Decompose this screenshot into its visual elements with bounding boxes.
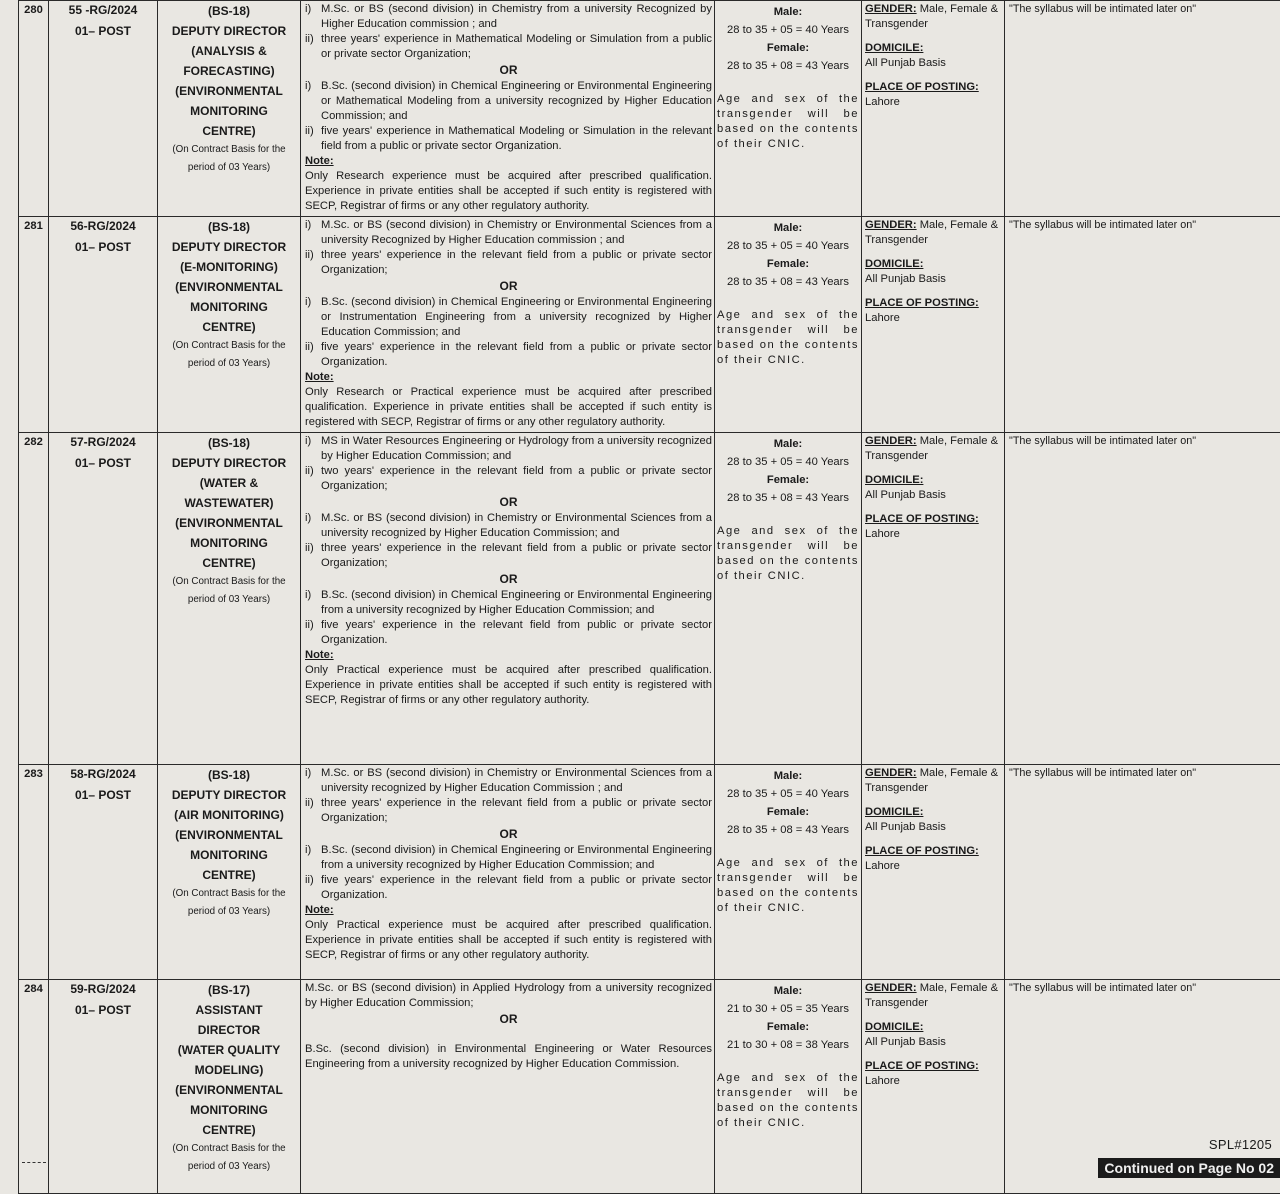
domicile-value: All Punjab Basis <box>865 272 1002 287</box>
female-age-limit: 21 to 30 + 08 = 38 Years <box>717 1038 859 1053</box>
qualification-text <box>301 765 714 965</box>
post-name-line: CENTRE) <box>158 121 300 141</box>
qualification-item-number: i) <box>305 766 321 796</box>
qualification-item <box>305 873 712 903</box>
gender-domicile-text <box>862 1 1004 111</box>
gender-value: Male, Female & Transgender <box>865 435 998 462</box>
spacer <box>865 248 1002 257</box>
qualification-item <box>305 434 712 464</box>
female-label: Female: <box>717 41 859 56</box>
qualification-item-number: ii) <box>305 618 321 648</box>
syllabus-cell <box>1005 1 1280 217</box>
case-number-cell <box>49 980 158 1194</box>
qualification-text <box>301 217 714 432</box>
serial-number: 284 <box>19 982 48 997</box>
post-name-cell <box>158 765 301 980</box>
case-number-cell <box>49 217 158 433</box>
qualification-item-number: i) <box>305 588 321 618</box>
qualification-item-number: i) <box>305 511 321 541</box>
serial-number: 283 <box>19 767 48 782</box>
female-age-limit: 28 to 35 + 08 = 43 Years <box>717 491 859 506</box>
gender-label: GENDER: <box>865 982 917 994</box>
qualification-spacer <box>305 1028 712 1042</box>
note-heading: Note: <box>305 370 712 385</box>
spacer <box>865 796 1002 805</box>
qualification-text <box>301 980 714 1074</box>
gender-domicile-cell <box>862 765 1005 980</box>
domicile-value: All Punjab Basis <box>865 488 1002 503</box>
serial-number: 282 <box>19 435 48 450</box>
qualification-item <box>305 588 712 618</box>
qualification-cell <box>301 765 715 980</box>
qualification-item <box>305 79 712 124</box>
qualification-item-text: two years' experience in the relevant field from a public or private sector Organization; <box>321 464 712 494</box>
post-name-line: (WATER & <box>158 473 300 493</box>
table-row <box>19 980 1280 1194</box>
posting-label: PLACE OF POSTING: <box>865 80 1002 95</box>
gender-label: GENDER: <box>865 767 917 779</box>
qualification-item-number: ii) <box>305 340 321 370</box>
gender-domicile-text <box>862 765 1004 875</box>
qualification-item-number: i) <box>305 79 321 124</box>
qualification-paragraph: Only Research experience must be acquired after prescribed qualification. Experience in private entities shall be accepted if such entity is registered with SECP, Registrar of firms or any other regulatory authority. <box>305 169 712 214</box>
posting-value: Lahore <box>865 95 1002 110</box>
spacer <box>865 71 1002 80</box>
transgender-age-note: Age and sex of the transgender will be based on the contents of their CNIC. <box>717 308 859 368</box>
qualification-item-number: i) <box>305 434 321 464</box>
domicile-label: DOMICILE: <box>865 805 1002 820</box>
transgender-age-note: Age and sex of the transgender will be based on the contents of their CNIC. <box>717 856 859 916</box>
gender-domicile-cell <box>862 433 1005 765</box>
qualification-item-text: B.Sc. (second division) in Chemical Engineering or Environmental Engineering from a university recognized by Higher Education Commission; and <box>321 588 712 618</box>
qualification-paragraph: Only Practical experience must be acquired after prescribed qualification. Experience in private entities shall be accepted if such entity is registered with SECP, Registrar of firms or any other regulatory authority. <box>305 918 712 963</box>
post-name-line: (BS-18) <box>158 217 300 237</box>
female-label: Female: <box>717 473 859 488</box>
gender-value: Male, Female & Transgender <box>865 3 998 30</box>
post-name-line: (ENVIRONMENTAL <box>158 513 300 533</box>
or-separator: OR <box>305 1012 712 1027</box>
post-name-cell <box>158 980 301 1194</box>
qualification-item-text: three years' experience in the relevant field from a public or private sector Organization; <box>321 248 712 278</box>
qualification-item <box>305 295 712 340</box>
female-label: Female: <box>717 1020 859 1035</box>
qualification-item <box>305 541 712 571</box>
male-label: Male: <box>717 5 859 20</box>
qualification-text <box>301 1 714 216</box>
post-name-line: MODELING) <box>158 1060 300 1080</box>
gender-domicile-text <box>862 217 1004 327</box>
post-name-line: ASSISTANT <box>158 1000 300 1020</box>
qualification-item <box>305 248 712 278</box>
qualification-item-text: B.Sc. (second division) in Chemical Engineering or Environmental Engineering or Instrumentation Engineering from a university recognized by Higher Education Commission; and <box>321 295 712 340</box>
post-count: 01– POST <box>49 24 157 39</box>
gender-label: GENDER: <box>865 219 917 231</box>
post-name-line: MONITORING <box>158 101 300 121</box>
domicile-value: All Punjab Basis <box>865 1035 1002 1050</box>
or-separator: OR <box>305 495 712 510</box>
post-name-line: MONITORING <box>158 845 300 865</box>
age-limit-cell <box>715 765 862 980</box>
gender-domicile-cell <box>862 1 1005 217</box>
female-label: Female: <box>717 257 859 272</box>
qualification-item-text: M.Sc. or BS (second division) in Chemistry or Environmental Sciences from a university recognized by Higher Education Commission; and <box>321 511 712 541</box>
qualification-item-number: ii) <box>305 541 321 571</box>
domicile-label: DOMICILE: <box>865 473 1002 488</box>
post-name-line: (BS-18) <box>158 765 300 785</box>
spl-reference: SPL#1205 <box>1209 1137 1272 1152</box>
gender-domicile-text <box>862 433 1004 543</box>
post-name-line: (ENVIRONMENTAL <box>158 277 300 297</box>
serial-number: 280 <box>19 3 48 18</box>
gender-line <box>865 981 1002 1011</box>
qualification-item <box>305 32 712 62</box>
age-limit-text <box>715 1 861 153</box>
gender-value: Male, Female & Transgender <box>865 219 998 246</box>
gender-line <box>865 2 1002 32</box>
spacer <box>865 464 1002 473</box>
post-name-line: (E-MONITORING) <box>158 257 300 277</box>
qualification-item-text: MS in Water Resources Engineering or Hydrology from a university recognized by Higher Education Commission; and <box>321 434 712 464</box>
table-row <box>19 765 1280 980</box>
case-number: 56-RG/2024 <box>49 219 157 234</box>
qualification-paragraph: Only Research or Practical experience must be acquired after prescribed qualification. Experience in private entities shall be accepted if such entity is registered with SECP, Registrar of firms or any other regulatory authority. <box>305 385 712 430</box>
post-count: 01– POST <box>49 240 157 255</box>
syllabus-cell <box>1005 765 1280 980</box>
post-name-line: DIRECTOR <box>158 1020 300 1040</box>
post-name-line: DEPUTY DIRECTOR <box>158 237 300 257</box>
domicile-label: DOMICILE: <box>865 41 1002 56</box>
spacer <box>865 32 1002 41</box>
contract-note: (On Contract Basis for the period of 03 Years) <box>158 885 300 921</box>
post-name-line: CENTRE) <box>158 865 300 885</box>
qualification-item-text: five years' experience in the relevant field from a public or private sector Organization. <box>321 340 712 370</box>
qualification-item <box>305 843 712 873</box>
male-age-limit: 21 to 30 + 05 = 35 Years <box>717 1002 859 1017</box>
domicile-label: DOMICILE: <box>865 1020 1002 1035</box>
post-count: 01– POST <box>49 1003 157 1018</box>
qualification-item-text: three years' experience in the relevant field from a public or private sector Organization; <box>321 796 712 826</box>
post-name-line: (ENVIRONMENTAL <box>158 825 300 845</box>
post-name-line: (BS-18) <box>158 433 300 453</box>
domicile-value: All Punjab Basis <box>865 56 1002 71</box>
syllabus-text: "The syllabus will be intimated later on" <box>1005 765 1280 782</box>
qualification-paragraph: Only Practical experience must be acquired after prescribed qualification. Experience in private entities shall be accepted if such entity is registered with SECP, Registrar of firms or any other regulatory authority. <box>305 663 712 708</box>
qualification-item <box>305 511 712 541</box>
gender-domicile-cell <box>862 980 1005 1194</box>
spacer <box>865 503 1002 512</box>
gender-line <box>865 766 1002 796</box>
qualification-cell <box>301 433 715 765</box>
case-number: 57-RG/2024 <box>49 435 157 450</box>
post-name-line: CENTRE) <box>158 317 300 337</box>
post-name-line: WASTEWATER) <box>158 493 300 513</box>
posting-label: PLACE OF POSTING: <box>865 512 1002 527</box>
case-number-cell <box>49 1 158 217</box>
domicile-value: All Punjab Basis <box>865 820 1002 835</box>
post-name-line: (BS-17) <box>158 980 300 1000</box>
female-age-limit: 28 to 35 + 08 = 43 Years <box>717 59 859 74</box>
posting-label: PLACE OF POSTING: <box>865 296 1002 311</box>
or-separator: OR <box>305 279 712 294</box>
post-name-line: DEPUTY DIRECTOR <box>158 785 300 805</box>
contract-note: (On Contract Basis for the period of 03 Years) <box>158 337 300 373</box>
post-name-line: MONITORING <box>158 533 300 553</box>
male-label: Male: <box>717 984 859 999</box>
age-limit-text <box>715 980 861 1132</box>
qualification-item-number: ii) <box>305 873 321 903</box>
contract-note: (On Contract Basis for the period of 03 Years) <box>158 573 300 609</box>
male-label: Male: <box>717 221 859 236</box>
qualification-item-number: ii) <box>305 124 321 154</box>
qualification-cell <box>301 217 715 433</box>
female-age-limit: 28 to 35 + 08 = 43 Years <box>717 275 859 290</box>
male-age-limit: 28 to 35 + 05 = 40 Years <box>717 455 859 470</box>
contract-note: (On Contract Basis for the period of 03 Years) <box>158 141 300 177</box>
posts-table-body <box>19 1 1280 1194</box>
posting-value: Lahore <box>865 859 1002 874</box>
qualification-paragraph: M.Sc. or BS (second division) in Applied Hydrology from a university recognized by Higher Education Commission; <box>305 981 712 1011</box>
or-separator: OR <box>305 63 712 78</box>
qualification-item <box>305 2 712 32</box>
spacer <box>865 1011 1002 1020</box>
transgender-age-note: Age and sex of the transgender will be based on the contents of their CNIC. <box>717 524 859 584</box>
qualification-item-number: ii) <box>305 248 321 278</box>
spacer <box>865 1050 1002 1059</box>
male-age-limit: 28 to 35 + 05 = 40 Years <box>717 239 859 254</box>
post-name-line: DEPUTY DIRECTOR <box>158 453 300 473</box>
case-number-cell <box>49 433 158 765</box>
qualification-item-text: five years' experience in Mathematical Modeling or Simulation in the relevant field from a public or private sector Organization. <box>321 124 712 154</box>
post-name-line: CENTRE) <box>158 553 300 573</box>
syllabus-cell <box>1005 433 1280 765</box>
qualification-cell <box>301 980 715 1194</box>
post-name-line: (AIR MONITORING) <box>158 805 300 825</box>
age-limit-cell <box>715 980 862 1194</box>
age-limit-text <box>715 765 861 917</box>
table-row <box>19 1 1280 217</box>
male-label: Male: <box>717 437 859 452</box>
age-limit-cell <box>715 1 862 217</box>
qualification-item <box>305 766 712 796</box>
post-name-line: MONITORING <box>158 1100 300 1120</box>
note-heading: Note: <box>305 648 712 663</box>
post-count: 01– POST <box>49 788 157 803</box>
female-label: Female: <box>717 805 859 820</box>
qualification-paragraph: B.Sc. (second division) in Environmental Engineering or Water Resources Engineering from a university recognized by Higher Education Commission. <box>305 1042 712 1072</box>
qualification-item-text: M.Sc. or BS (second division) in Chemistry from a university Recognized by Higher Education commission ; and <box>321 2 712 32</box>
post-name-line: DEPUTY DIRECTOR <box>158 21 300 41</box>
qualification-item <box>305 218 712 248</box>
qualification-item-number: ii) <box>305 464 321 494</box>
gender-line <box>865 218 1002 248</box>
posts-table <box>18 0 1280 1194</box>
male-age-limit: 28 to 35 + 05 = 40 Years <box>717 787 859 802</box>
gender-line <box>865 434 1002 464</box>
posting-value: Lahore <box>865 311 1002 326</box>
post-name-line: (ENVIRONMENTAL <box>158 81 300 101</box>
gender-domicile-text <box>862 980 1004 1090</box>
male-label: Male: <box>717 769 859 784</box>
case-number: 59-RG/2024 <box>49 982 157 997</box>
post-name-line: MONITORING <box>158 297 300 317</box>
serial-number-cell <box>19 217 49 433</box>
qualification-item <box>305 464 712 494</box>
note-heading: Note: <box>305 154 712 169</box>
qualification-item <box>305 124 712 154</box>
qualification-item-text: five years' experience in the relevant field from public or private sector Organization. <box>321 618 712 648</box>
posting-label: PLACE OF POSTING: <box>865 1059 1002 1074</box>
post-name-line: (ENVIRONMENTAL <box>158 1080 300 1100</box>
qualification-item-number: i) <box>305 218 321 248</box>
qualification-item-text: three years' experience in the relevant field from a public or private sector Organization; <box>321 541 712 571</box>
table-row <box>19 433 1280 765</box>
qualification-item <box>305 796 712 826</box>
qualification-item-number: i) <box>305 2 321 32</box>
post-name-line: (WATER QUALITY <box>158 1040 300 1060</box>
contract-note: (On Contract Basis for the period of 03 Years) <box>158 1140 300 1176</box>
syllabus-text: "The syllabus will be intimated later on" <box>1005 217 1280 234</box>
continued-banner: Continued on Page No 02 <box>1098 1158 1280 1178</box>
age-limit-text <box>715 217 861 369</box>
serial-number: 281 <box>19 219 48 234</box>
qualification-item <box>305 618 712 648</box>
or-separator: OR <box>305 572 712 587</box>
post-name-cell <box>158 217 301 433</box>
qualification-item-number: i) <box>305 295 321 340</box>
qualification-item-text: five years' experience in the relevant field from a public or private sector Organization. <box>321 873 712 903</box>
transgender-age-note: Age and sex of the transgender will be based on the contents of their CNIC. <box>717 1071 859 1131</box>
qualification-cell <box>301 1 715 217</box>
syllabus-cell <box>1005 217 1280 433</box>
qualification-item-number: ii) <box>305 32 321 62</box>
or-separator: OR <box>305 827 712 842</box>
table-row <box>19 217 1280 433</box>
serial-number-cell <box>19 1 49 217</box>
case-number: 58-RG/2024 <box>49 767 157 782</box>
age-limit-text <box>715 433 861 585</box>
post-name-line: (BS-18) <box>158 1 300 21</box>
gender-value: Male, Female & Transgender <box>865 767 998 794</box>
bottom-dash-mark <box>22 1162 46 1163</box>
syllabus-text: "The syllabus will be intimated later on" <box>1005 1 1280 18</box>
posting-label: PLACE OF POSTING: <box>865 844 1002 859</box>
age-limit-cell <box>715 217 862 433</box>
post-name-line: FORECASTING) <box>158 61 300 81</box>
gender-label: GENDER: <box>865 3 917 15</box>
post-name-cell <box>158 1 301 217</box>
post-count: 01– POST <box>49 456 157 471</box>
qualification-item-text: M.Sc. or BS (second division) in Chemistry or Environmental Sciences from a university Recognized by Higher Education commission ; and <box>321 218 712 248</box>
gender-domicile-cell <box>862 217 1005 433</box>
female-age-limit: 28 to 35 + 08 = 43 Years <box>717 823 859 838</box>
spacer <box>865 287 1002 296</box>
serial-number-cell <box>19 765 49 980</box>
qualification-item-text: B.Sc. (second division) in Chemical Engineering or Environmental Engineering from a university recognized by Higher Education Commission; and <box>321 843 712 873</box>
qualification-item-number: ii) <box>305 796 321 826</box>
gender-label: GENDER: <box>865 435 917 447</box>
spacer <box>865 835 1002 844</box>
syllabus-text: "The syllabus will be intimated later on" <box>1005 433 1280 450</box>
post-name-line: (ANALYSIS & <box>158 41 300 61</box>
qualification-item <box>305 340 712 370</box>
syllabus-text: "The syllabus will be intimated later on" <box>1005 980 1280 997</box>
qualification-item-number: i) <box>305 843 321 873</box>
qualification-item-text: B.Sc. (second division) in Chemical Engineering or Environmental Engineering or Mathematical Modeling from a university recognized by Higher Education Commission; and <box>321 79 712 124</box>
post-name-line: CENTRE) <box>158 1120 300 1140</box>
qualification-item-text: three years' experience in Mathematical Modeling or Simulation from a public or private sector Organization; <box>321 32 712 62</box>
case-number-cell <box>49 765 158 980</box>
posting-value: Lahore <box>865 527 1002 542</box>
serial-number-cell <box>19 433 49 765</box>
qualification-item-text: M.Sc. or BS (second division) in Chemistry or Environmental Sciences from a university recognized by Higher Education Commission ; and <box>321 766 712 796</box>
male-age-limit: 28 to 35 + 05 = 40 Years <box>717 23 859 38</box>
posting-value: Lahore <box>865 1074 1002 1089</box>
gender-value: Male, Female & Transgender <box>865 982 998 1009</box>
post-name-cell <box>158 433 301 765</box>
case-number: 55 -RG/2024 <box>49 3 157 18</box>
note-heading: Note: <box>305 903 712 918</box>
qualification-text <box>301 433 714 710</box>
age-limit-cell <box>715 433 862 765</box>
transgender-age-note: Age and sex of the transgender will be based on the contents of their CNIC. <box>717 92 859 152</box>
domicile-label: DOMICILE: <box>865 257 1002 272</box>
